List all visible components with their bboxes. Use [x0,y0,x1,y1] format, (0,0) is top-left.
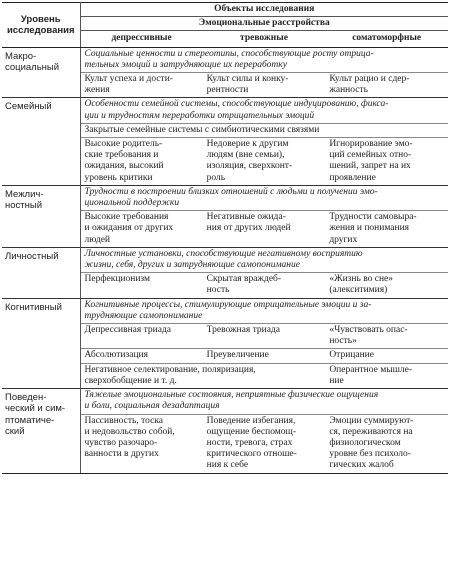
level-label: Поведен- ческий и сим- птоматиче- ский [2,389,80,473]
anxious-cell: Тревожная триада [203,324,326,349]
anxious-cell: Преувеличение [203,349,326,363]
level-label: Семейный [2,98,80,185]
level-label: Личностный [2,247,80,298]
col-header-somatoform: соматоморфные [325,31,448,47]
emotional-disorders-header: Эмоциональные расстройства [80,17,448,31]
common-description: Особенности семейной системы, способствующие индуцированию, фикса- ции и трудностям переработки отрицательных эмоций [80,98,448,123]
somatoform-cell: Культ рацио и сдер- жанность [325,73,448,98]
somatoform-cell: Оперантное мышле- ние [325,363,448,388]
level-label: Когнитивный [2,298,80,388]
col-header-depressive: депрессивные [80,31,203,47]
table-body [2,47,448,473]
level-group-row [2,98,448,123]
level-group-row [2,298,448,323]
depressive-cell: Пассивность, тоска и недовольство собой, чувство разочаро- ванности в других [80,414,203,473]
somatoform-cell: Трудности самовыра- жения и понимания других [325,211,448,248]
merged-cell: Негативное селектирование, поляризация, сверхобобщение и т. д. [80,363,325,388]
somatoform-cell: «Жизнь во сне» (алекситимия) [325,273,448,298]
level-column-header: Уровень исследования [2,3,80,48]
level-label: Макро- социальный [2,47,80,98]
span-cell: Закрытые семейные системы с симбиотическими связями [80,123,448,137]
somatoform-cell: Отрицание [325,349,448,363]
anxious-cell: Культ силы и конку- рентности [203,73,326,98]
level-group-row [2,389,448,414]
depressive-cell: Перфекционизм [80,273,203,298]
common-description: Тяжелые эмоциональные состояния, неприятные физические ощущения и боли, социальная дезадаптация [80,389,448,414]
depressive-cell: Абсолютизация [80,349,203,363]
level-group-row [2,247,448,272]
common-description: Когнитивные процессы, стимулирующие отрицательные эмоции и за- трудняющие самопонимание [80,298,448,323]
depressive-cell: Высокие требования и ожидания от других людей [80,211,203,248]
depressive-cell: Высокие родитель- ские требования и ожидания, высокий уровень критики [80,138,203,186]
somatoform-cell: Эмоции суммируют- ся, переживаются на физиологическом уровне без психоло- гических жалоб [325,414,448,473]
col-header-anxious: тревожные [203,31,326,47]
anxious-cell: Недоверие к другим людям (вне семьи), изоляция, сверхконт- роль [203,138,326,186]
research-levels-table [2,2,448,474]
depressive-cell: Культ успеха и дости- жения [80,73,203,98]
somatoform-cell: «Чувствовать опас- ность» [325,324,448,349]
level-label: Межлич- ностный [2,185,80,247]
objects-header: Объекты исследования [80,3,448,17]
common-description: Личностные установки, способствующие негативному восприятию жизни, себя, других и затрудняющие самопонимание [80,247,448,272]
common-description: Трудности в построении близких отношений с людьми и получении эмо- циональной поддержки [80,185,448,210]
anxious-cell: Поведение избегания, ощущение беспомощ- ности, тревога, страх критического отноше- ния к себе [203,414,326,473]
anxious-cell: Скрытая враждеб- ность [203,273,326,298]
common-description: Социальные ценности и стереотипы, способствующие росту отрица- тельных эмоций и затрудняющие их переработку [80,47,448,72]
anxious-cell: Негативные ожида- ния от других людей [203,211,326,248]
level-group-row [2,47,448,72]
depressive-cell: Депрессивная триада [80,324,203,349]
level-group-row [2,185,448,210]
somatoform-cell: Игнорирование эмо- ций семейных отно- шений, запрет на их проявление [325,138,448,186]
research-levels-table-page [2,2,448,474]
